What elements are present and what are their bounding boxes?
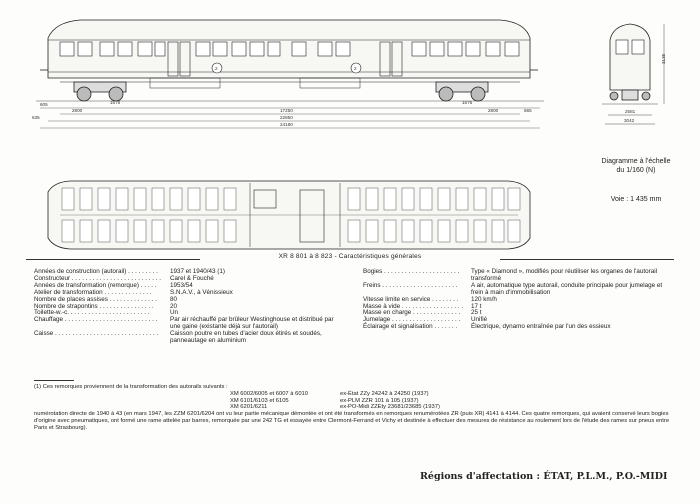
spec-row xyxy=(363,269,663,283)
spec-value: Caisson poutre en tubes d'acier doux étirés et soudés, panneautage en aluminium xyxy=(170,330,322,345)
seat-block xyxy=(134,188,146,210)
footnote-text: numérotation directe de 1940 à 43 (en mars 1947, les ZZM 6201/6204 ont vu leur partie mécanique démontée et ont été transformés en remorques renumérotées ZR (puis XR) 4141 à 4144. Ces quatre remorques, qui avaient conservé leurs bogies d'origine avec pneumatiques, ont formé une rame attelée par barres, remorquée par une 242 TG et essayée entre Clermont-Ferrand et Vichy et destinée à effectuer des mesures de résistance au roulement lors de l'étude des rames sur pneus entre Paris et Strasbourg). xyxy=(34,411,670,431)
dim-665: 665 xyxy=(524,108,532,113)
seat-block xyxy=(62,220,74,242)
scale-line-2: du 1/160 (N) xyxy=(616,167,656,174)
seat-block xyxy=(98,188,110,210)
seat-block xyxy=(456,220,468,242)
scale-line-1: Diagramme à l'échelle xyxy=(601,158,671,165)
seat-block xyxy=(420,188,432,210)
dim-3135: 3135 xyxy=(661,53,666,64)
spec-label: Vitesse limite en service . . . . . . . . xyxy=(363,295,459,303)
gauge-note: Voie : 1 435 mm xyxy=(610,196,662,203)
spec-row xyxy=(34,331,344,345)
footnote-origin: ex-PLM ZZR 101 à 105 (1937) xyxy=(340,397,419,404)
dim-1676-right: 1676 xyxy=(462,100,473,105)
dim-17250: 17250 xyxy=(280,108,293,113)
seat-block xyxy=(474,220,486,242)
spec-label: Jumelage . . . . . . . . . . . . . . . . . . . . xyxy=(363,316,461,324)
spec-value: Par air réchauffé par brûleur Westinghouse et distribué par une gaine (existante déjà sur l'autorail) xyxy=(170,316,334,331)
spec-value: S.N.A.V., à Vénissieux xyxy=(170,288,233,296)
spec-row xyxy=(34,317,344,331)
side-elevation xyxy=(36,20,544,101)
spec-value: Carel & Fouché xyxy=(170,274,214,282)
footnote-row xyxy=(230,398,674,405)
regions-line: Régions d'affectation : ÉTAT, P.L.M., P.O.-MIDI xyxy=(420,471,668,482)
spec-label: Masse à vide . . . . . . . . . . . . . . . . . . xyxy=(363,302,464,310)
spec-value: 20 xyxy=(170,302,178,310)
car-number-label: 2 xyxy=(354,66,357,71)
spec-label: Nombre de places assises . . . . . . . . . . . . . . xyxy=(34,295,157,303)
footnote-origin: ex-État ZZy 24242 à 24250 (1937) xyxy=(340,390,429,397)
dim-2581: 2581 xyxy=(625,109,636,114)
seat-block xyxy=(492,220,504,242)
seat-block xyxy=(152,220,164,242)
footnote-xm: XM 6002/6005 et 6007 à 6010 xyxy=(230,390,309,397)
footnote-row xyxy=(230,391,674,398)
spec-value: Unifié xyxy=(471,316,488,324)
dim-2800-right: 2800 xyxy=(488,108,499,113)
seat-block xyxy=(402,220,414,242)
dim-635: 635 xyxy=(32,115,40,120)
spec-value: 1937 et 1940/43 (1) xyxy=(170,268,225,275)
seat-block xyxy=(188,188,200,210)
spec-value: Électrique, dynamo entraînée par l'un des essieux xyxy=(471,323,611,331)
spec-value: Type « Diamond », modifiés pour réutiliser les organes de l'autorail transformé xyxy=(471,268,658,282)
seat-block xyxy=(508,220,520,242)
dim-605: 605 xyxy=(40,102,48,107)
spec-label: Masse en charge . . . . . . . . . . . . . . xyxy=(363,309,461,317)
car-number-label: 2 xyxy=(215,66,218,71)
dim-3042: 3042 xyxy=(624,118,635,123)
spec-label: Années de construction (autorail) . . . . . . . . . xyxy=(34,268,158,275)
spec-label: Chauffage . . . . . . . . . . . . . . . . . . . . . . . . . . . xyxy=(34,316,158,324)
bogie-right xyxy=(436,82,488,101)
seat-block xyxy=(384,220,396,242)
seat-block xyxy=(116,188,128,210)
seat-block xyxy=(384,188,396,210)
dim-2800-left: 2800 xyxy=(72,108,83,113)
scale-note xyxy=(576,157,696,204)
spec-label: Constructeur . . . . . . . . . . . . . . . . . . . . . . . . . . xyxy=(34,274,162,282)
spec-value: 1953/54 xyxy=(170,281,193,289)
spec-label: Bogies . . . . . . . . . . . . . . . . . . . . . . xyxy=(363,268,460,275)
seat-block xyxy=(348,220,360,242)
dim-22850: 22850 xyxy=(280,115,293,120)
seat-block xyxy=(224,220,236,242)
footnote-rule xyxy=(34,380,74,381)
seat-block xyxy=(420,220,432,242)
spec-value: A air, automatique type autorail, conduite principale pour jumelage et frein à main d'immobilisation xyxy=(471,281,663,296)
seat-block xyxy=(438,220,450,242)
specs-left xyxy=(34,269,344,345)
seat-block xyxy=(366,220,378,242)
spec-row xyxy=(363,324,663,331)
seat-block xyxy=(98,220,110,242)
seat-block xyxy=(492,188,504,210)
seat-block xyxy=(206,188,218,210)
spec-label: Atelier de transformation . . . . . . . . . . . . . . xyxy=(34,288,152,296)
bogie-left xyxy=(74,82,126,101)
seat-block xyxy=(474,188,486,210)
seat-block xyxy=(80,188,92,210)
spec-value: Un xyxy=(170,309,179,317)
seat-block xyxy=(206,220,218,242)
spec-value: 17 t xyxy=(471,302,482,310)
seat-block xyxy=(80,220,92,242)
footnote-origin: ex-PO-Midi ZZEty 23681/23685 (1937) xyxy=(340,404,440,411)
seat-block xyxy=(348,188,360,210)
spec-title: XR 8 801 à 8 823 - Caractéristiques générales xyxy=(200,253,500,260)
seat-block xyxy=(62,188,74,210)
seat-block xyxy=(170,188,182,210)
spec-label: Nombre de strapontins . . . . . . . . . . . . . . . . xyxy=(34,302,154,310)
specs-right xyxy=(363,269,663,331)
dim-1676-left: 1676 xyxy=(110,100,121,105)
seat-block xyxy=(170,220,182,242)
seat-block xyxy=(366,188,378,210)
spec-label: Freins . . . . . . . . . . . . . . . . . . . . . . xyxy=(363,281,458,289)
footnote-intro: (1) Ces remorques proviennent de la transformation des autorails suivants : xyxy=(34,384,228,390)
footnote-row xyxy=(230,404,674,411)
spec-label: Toilette-w.-c. . . . . . . . . . . . . . . . . . . . . . . . xyxy=(34,309,150,317)
spec-value: 120 km/h xyxy=(471,295,497,303)
spec-label: Éclairage et signalisation . . . . . . . xyxy=(363,323,458,331)
seat-block xyxy=(456,188,468,210)
seat-block xyxy=(134,220,146,242)
dim-24180: 24180 xyxy=(280,122,293,127)
seat-block xyxy=(188,220,200,242)
spec-value: 80 xyxy=(170,295,178,303)
footnote xyxy=(34,384,674,432)
spec-row xyxy=(363,283,663,297)
seat-block xyxy=(508,188,520,210)
seat-block xyxy=(402,188,414,210)
spec-label: Années de transformation (remorque) . . . . . xyxy=(34,281,157,289)
footnote-xm: XM 6101/6103 et 6105 xyxy=(230,397,289,404)
seat-block xyxy=(224,188,236,210)
spec-label: Caisse . . . . . . . . . . . . . . . . . . . . . . . . . . . . . . xyxy=(34,330,159,338)
footnote-xm: XM 6201/6211 xyxy=(230,404,268,411)
seat-block xyxy=(152,188,164,210)
spec-value: 25 t xyxy=(471,309,482,317)
seat-block xyxy=(116,220,128,242)
seat-block xyxy=(438,188,450,210)
